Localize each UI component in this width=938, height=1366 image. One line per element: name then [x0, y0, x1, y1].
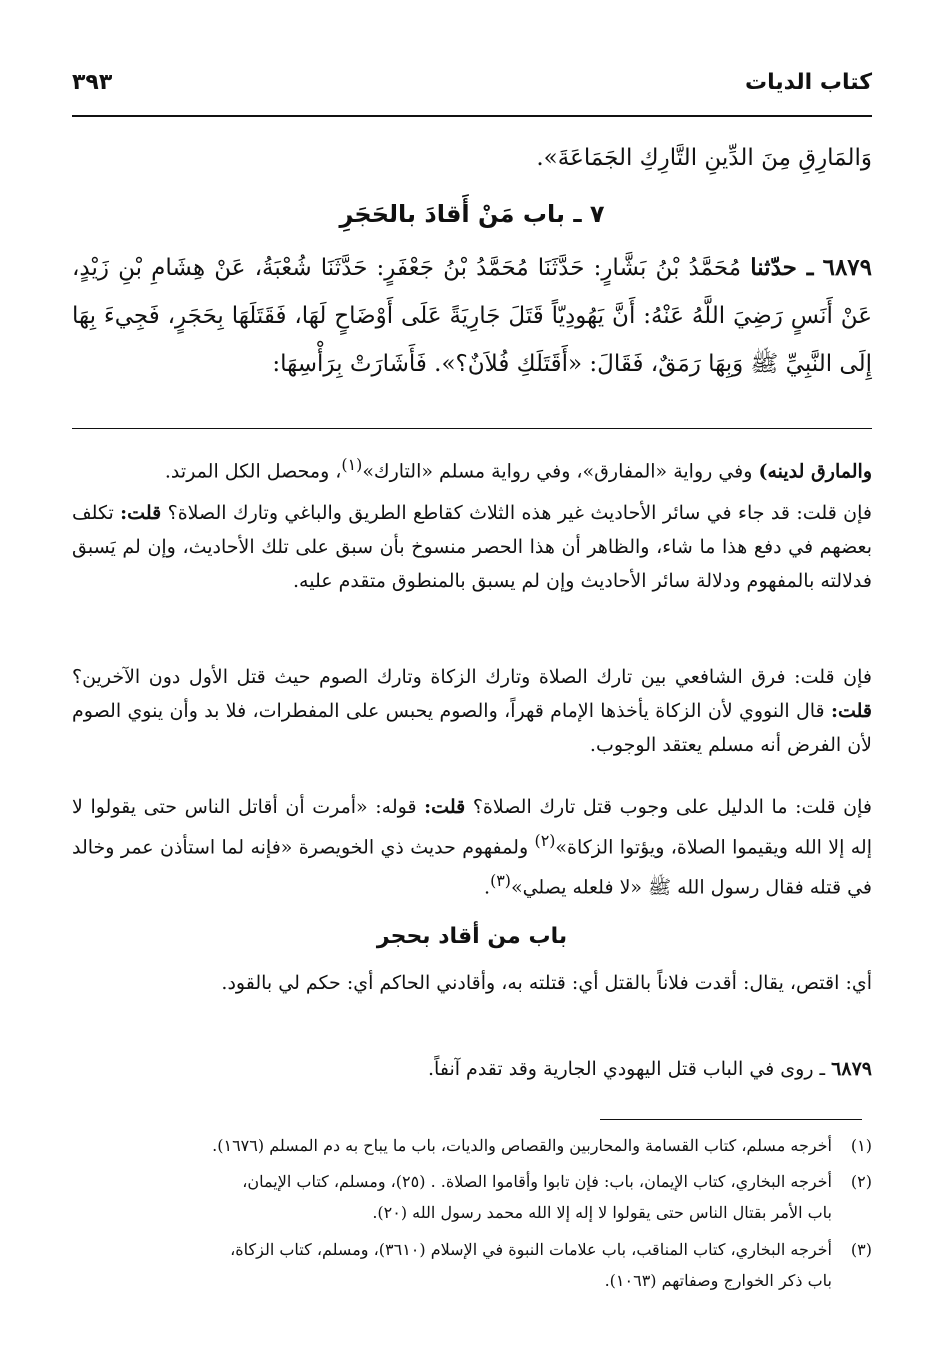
footnote-number: (٢) — [850, 1172, 872, 1191]
commentary-paragraph-1 — [72, 448, 872, 488]
hadith-block — [72, 244, 872, 388]
commentary-paragraph-5: أي: اقتص، يقال: أقدت فلاناً بالقتل أي: قتلته به، وأقادني الحاكم أي: حكم لي بالقود. — [221, 972, 872, 994]
commentary-text: ، ومحصل الكل المرتد. — [164, 460, 342, 483]
header-title: كتاب الديات — [745, 70, 872, 95]
footnote-ref: (٣) — [490, 871, 511, 891]
hadith-number: ٦٨٧٩ — [822, 254, 873, 281]
commentary-text: فإن قلت: ما الدليل على وجوب قتل تارك الصلاة؟ — [472, 796, 872, 818]
commentary-text: قوله: «أمرت أن أقاتل الناس حتى يقولوا لا إله إلا الله ويقيموا الصلاة، ويؤتوا الزكاة» — [72, 796, 872, 859]
footnote-number: (١) — [850, 1136, 872, 1155]
commentary-text: فإن قلت: فرق الشافعي بين تارك الصلاة وتارك الزكاة وتارك الصوم حيث قتل الأول دون الآخرين؟ — [72, 666, 872, 688]
footnote-2 — [72, 1166, 872, 1228]
running-header — [72, 70, 872, 106]
commentary-text: ولمفهوم حديث ذي الخويصرة «فإنه لما استأذن عمر وخالد في قتله فقال رسول الله ﷺ «لا فلعله يصلي» — [72, 836, 872, 899]
footnote-continuation: باب الأمر بقتال الناس حتى يقولوا لا إله إلا الله محمد رسول الله (٢٠). — [372, 1203, 832, 1222]
commentary-text: . — [484, 876, 491, 899]
footnote-3 — [72, 1234, 872, 1296]
footnote-rule — [600, 1119, 862, 1120]
commentary-paragraph-6 — [72, 1052, 872, 1086]
commentary-text: وفي رواية «المفارق»، وفي رواية مسلم «التارك» — [362, 460, 753, 483]
footnote-text: أخرجه البخاري، كتاب الإيمان، باب: فإن تابوا وأقاموا الصلاة. . (٢٥)، ومسلم، كتاب الإيمان، — [242, 1172, 832, 1191]
footnote-continuation: باب ذكر الخوارج وصفاتهم (١٠٦٣). — [604, 1271, 832, 1290]
commentary-text: تكلف بعضهم في دفع هذا ما شاء، والظاهر أن هذا الحصر منسوخ بأن سبق على تلك الأحاديث، وإن لم يَسبق فدلالته بالمفهوم ودلالة سائر الأحاديث وإن لم يسبق بالمنطوق متقدم عليه. — [72, 502, 872, 592]
commentary-text: قال النووي لأن الزكاة يأخذها الإمام قهراً، والصوم يحبس على المفطرات، فلا بد وأن ينوي الصوم لأن الفرض أنه مسلم يعتقد الوجوب. — [72, 700, 872, 756]
qult-marker: قلت: — [830, 700, 873, 722]
hadith-number: ٦٨٧٩ — [831, 1058, 872, 1080]
hadith-text: مُحَمَّدُ بْنُ بَشَّارٍ: حَدَّثَنَا مُحَمَّدُ بْنُ جَعْفَرٍ: حَدَّثَنَا شُعْبَةُ، عَنْ هِشَامِ بْنِ زَيْدٍ، عَنْ أَنَسٍ رَضِيَ اللَّهُ عَنْهُ: أَنَّ يَهُودِيّاً قَتَلَ جَارِيَةً عَلَى أَوْضَاحٍ لَهَا، فَقَتَلَهَا بِحَجَرٍ، فَجِيءَ بِهَا إِلَى النَّبِيِّ ﷺ وَبِهَا رَمَقٌ، فَقَالَ: «أَقَتَلَكِ فُلاَنٌ؟». فَأَشَارَتْ بِرَأْسِهَا: — [72, 255, 872, 377]
page-number: ٣٩٣ — [72, 70, 113, 95]
footnote-ref: (٢) — [534, 831, 556, 850]
qult-marker: قلت: — [424, 796, 466, 818]
hadith-opening: ـ حدّثنا — [750, 254, 814, 281]
commentary-paragraph-4 — [72, 790, 872, 905]
footnote-ref: (١) — [341, 455, 363, 474]
commentary-text: ـ روى في الباب قتل اليهودي الجارية وقد تقدم آنفاً. — [428, 1058, 826, 1080]
footnote-text: أخرجه البخاري، كتاب المناقب، باب علامات النبوة في الإسلام (٣٦١٠)، ومسلم، كتاب الزكاة، — [230, 1240, 832, 1259]
commentary-paragraph-3 — [72, 660, 872, 762]
header-rule — [72, 115, 872, 117]
footnote-number: (٣) — [850, 1240, 872, 1259]
footnote-text: أخرجه مسلم، كتاب القسامة والمحاربين والقصاص والديات، باب ما يباح به دم المسلم (١٦٧٦). — [212, 1136, 832, 1155]
chapter-title: ٧ ـ باب مَنْ أَقادَ بالحَجَرِ — [339, 200, 605, 228]
commentary-heading: باب من أقاد بحجر — [376, 924, 568, 949]
commentary-paragraph-2 — [72, 496, 872, 598]
hadith-continuation: وَالمَارِقِ مِنَ الدِّينِ التَّارِكِ الجَمَاعَةَ». — [536, 145, 872, 171]
commentary-lead-phrase: والمارق لدينه) — [758, 460, 872, 483]
qult-marker: قلت: — [120, 502, 162, 524]
main-separator-rule — [72, 428, 872, 429]
footnote-1 — [72, 1130, 872, 1161]
commentary-text: فإن قلت: قد جاء في سائر الأحاديث غير هذه الثلاث كقاطع الطريق والباغي وتارك الصلاة؟ — [167, 502, 872, 524]
